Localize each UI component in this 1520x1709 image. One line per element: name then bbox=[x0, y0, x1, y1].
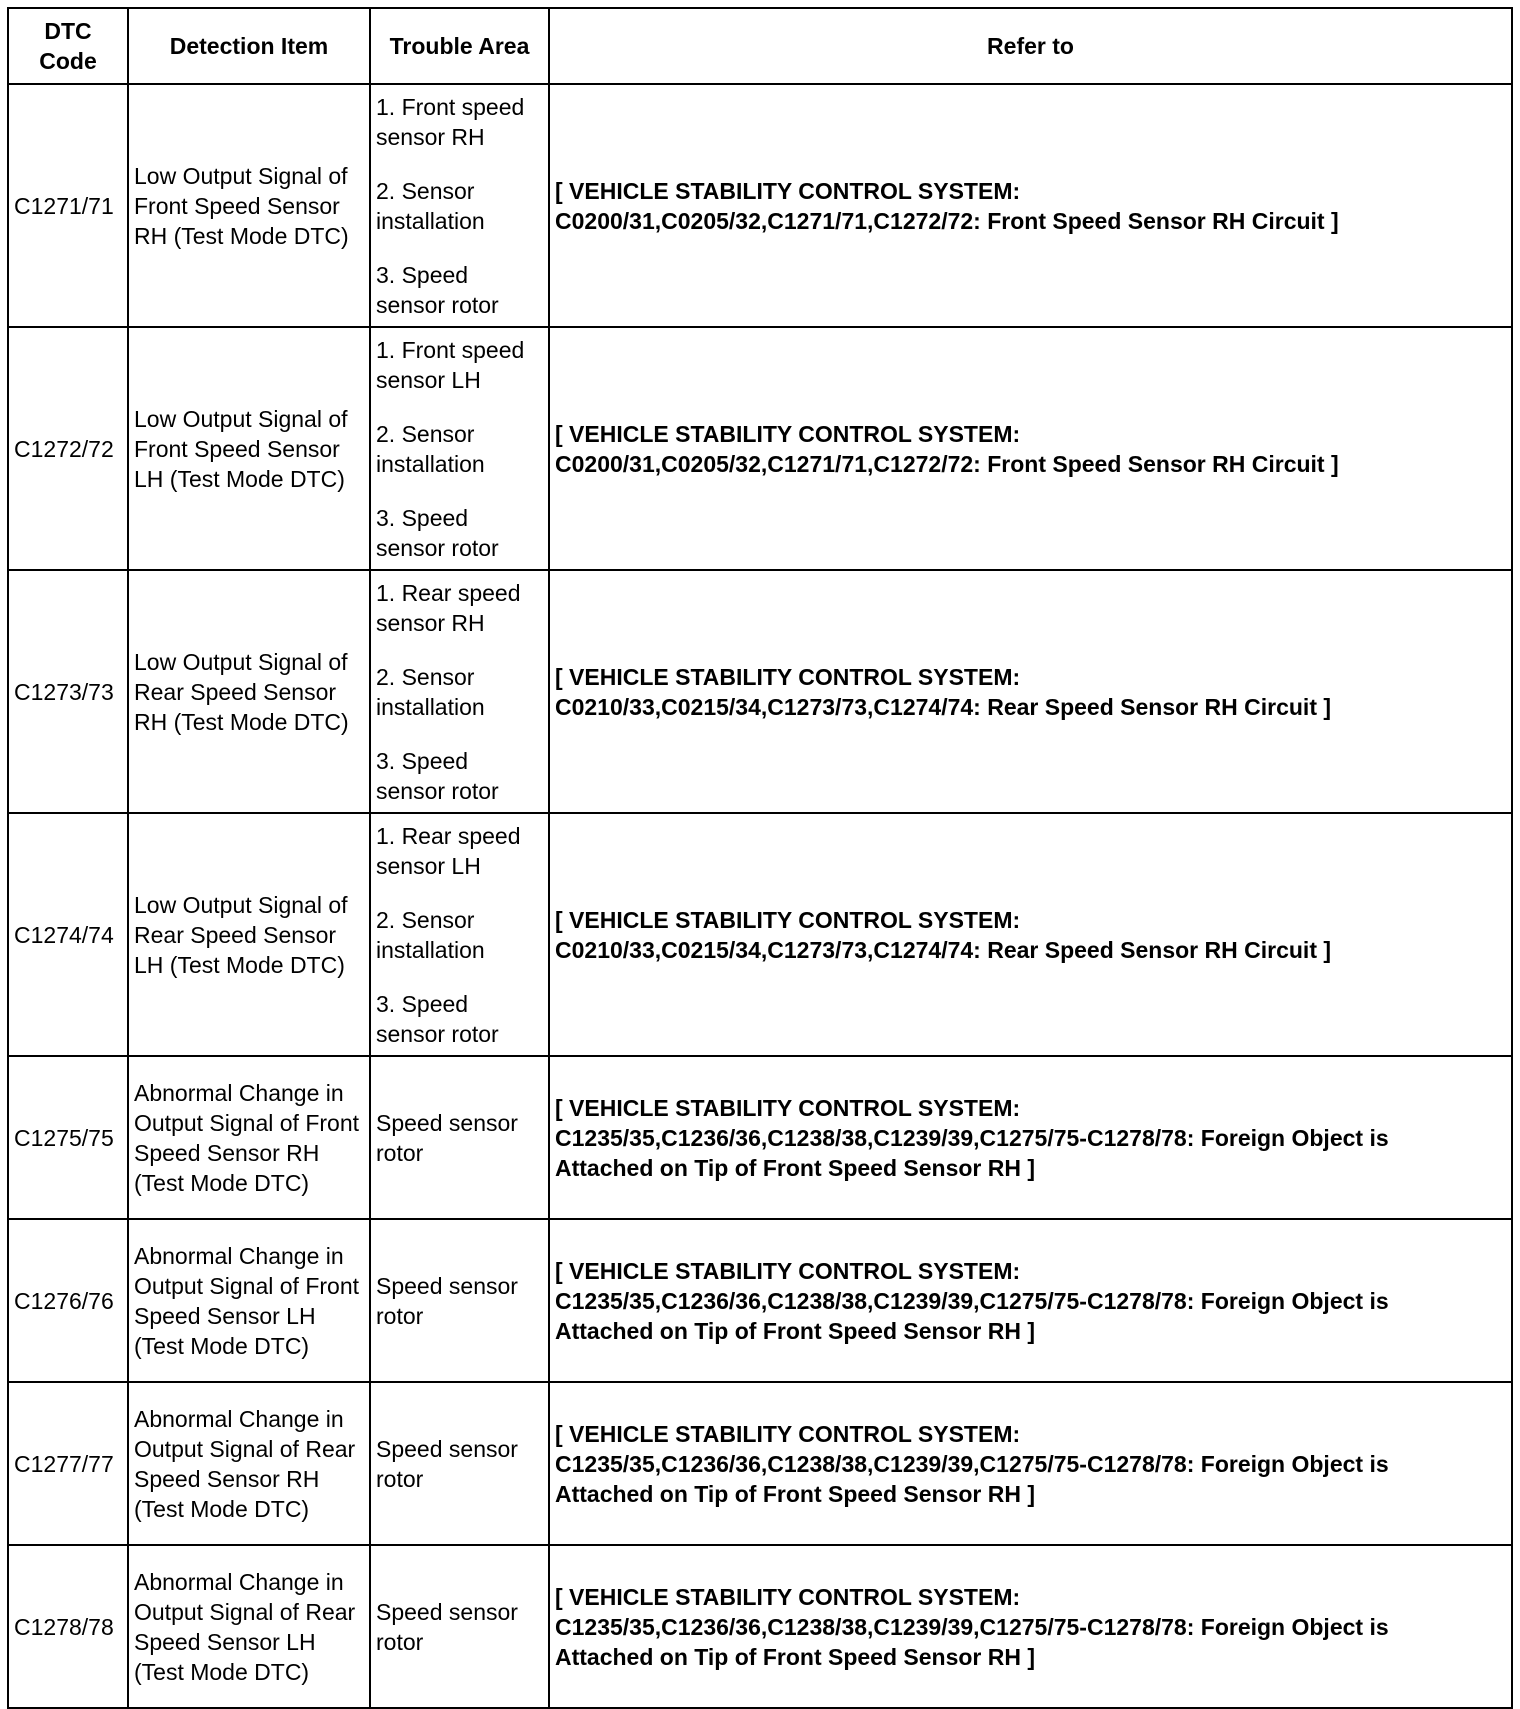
refer-link-line[interactable]: C0200/31,C0205/32,C1271/71,C1272/72: Front Speed Sensor RH Circuit ] bbox=[555, 450, 1339, 477]
table-header-row bbox=[8, 8, 1512, 84]
header-dtc-code: DTC Code bbox=[8, 8, 128, 84]
detection-item-cell: Low Output Signal of Rear Speed Sensor RH (Test Mode DTC) bbox=[128, 570, 370, 813]
trouble-area-item: 2. Sensor installation bbox=[376, 906, 485, 963]
refer-link-line[interactable]: [ VEHICLE STABILITY CONTROL SYSTEM: bbox=[555, 1094, 1021, 1121]
refer-link-line[interactable]: C0210/33,C0215/34,C1273/73,C1274/74: Rear Speed Sensor RH Circuit ] bbox=[555, 693, 1332, 720]
refer-to-cell bbox=[549, 1382, 1512, 1545]
table-row bbox=[8, 1382, 1512, 1545]
trouble-area-item: Speed sensor rotor bbox=[376, 1598, 518, 1655]
refer-link-line[interactable]: [ VEHICLE STABILITY CONTROL SYSTEM: bbox=[555, 1420, 1021, 1447]
dtc-code-cell: C1271/71 bbox=[8, 84, 128, 327]
table-row bbox=[8, 1545, 1512, 1708]
refer-to-cell bbox=[549, 1545, 1512, 1708]
refer-link-line[interactable]: Attached on Tip of Front Speed Sensor RH ] bbox=[555, 1154, 1036, 1181]
table-row bbox=[8, 1056, 1512, 1219]
refer-link-line[interactable]: Attached on Tip of Front Speed Sensor RH ] bbox=[555, 1317, 1036, 1344]
trouble-area-item: 2. Sensor installation bbox=[376, 663, 485, 720]
refer-link-line[interactable]: C1235/35,C1236/36,C1238/38,C1239/39,C1275/75-C1278/78: Foreign Object is bbox=[555, 1450, 1389, 1477]
refer-link-line[interactable]: [ VEHICLE STABILITY CONTROL SYSTEM: bbox=[555, 906, 1021, 933]
dtc-code-cell: C1273/73 bbox=[8, 570, 128, 813]
trouble-area-cell bbox=[370, 1219, 549, 1382]
trouble-area-cell bbox=[370, 327, 549, 570]
refer-link-line[interactable]: C1235/35,C1236/36,C1238/38,C1239/39,C1275/75-C1278/78: Foreign Object is bbox=[555, 1613, 1389, 1640]
detection-item-cell: Low Output Signal of Front Speed Sensor RH (Test Mode DTC) bbox=[128, 84, 370, 327]
trouble-area-item: Speed sensor rotor bbox=[376, 1109, 518, 1166]
refer-to-cell bbox=[549, 84, 1512, 327]
trouble-area-item: 3. Speed sensor rotor bbox=[376, 747, 499, 804]
trouble-area-cell bbox=[370, 570, 549, 813]
dtc-code-cell: C1278/78 bbox=[8, 1545, 128, 1708]
header-trouble-area: Trouble Area bbox=[370, 8, 549, 84]
trouble-area-cell bbox=[370, 1545, 549, 1708]
header-detection-item: Detection Item bbox=[128, 8, 370, 84]
trouble-area-item: 1. Rear speed sensor RH bbox=[376, 579, 521, 636]
refer-link-line[interactable]: C0210/33,C0215/34,C1273/73,C1274/74: Rear Speed Sensor RH Circuit ] bbox=[555, 936, 1332, 963]
detection-item-cell: Low Output Signal of Front Speed Sensor LH (Test Mode DTC) bbox=[128, 327, 370, 570]
detection-item-cell: Abnormal Change in Output Signal of Front Speed Sensor LH (Test Mode DTC) bbox=[128, 1219, 370, 1382]
refer-to-cell bbox=[549, 1219, 1512, 1382]
trouble-area-item: 3. Speed sensor rotor bbox=[376, 261, 499, 318]
dtc-code-cell: C1276/76 bbox=[8, 1219, 128, 1382]
trouble-area-cell bbox=[370, 84, 549, 327]
header-refer-to: Refer to bbox=[549, 8, 1512, 84]
trouble-area-item: 2. Sensor installation bbox=[376, 420, 485, 477]
detection-item-cell: Abnormal Change in Output Signal of Rear Speed Sensor LH (Test Mode DTC) bbox=[128, 1545, 370, 1708]
trouble-area-item: Speed sensor rotor bbox=[376, 1435, 518, 1492]
trouble-area-item: 3. Speed sensor rotor bbox=[376, 504, 499, 561]
dtc-table bbox=[7, 7, 1513, 1709]
trouble-area-item: 1. Front speed sensor LH bbox=[376, 336, 525, 393]
refer-to-cell bbox=[549, 813, 1512, 1056]
refer-link-line[interactable]: Attached on Tip of Front Speed Sensor RH ] bbox=[555, 1480, 1036, 1507]
refer-to-cell bbox=[549, 327, 1512, 570]
refer-link-line[interactable]: C1235/35,C1236/36,C1238/38,C1239/39,C1275/75-C1278/78: Foreign Object is bbox=[555, 1287, 1389, 1314]
dtc-code-cell: C1275/75 bbox=[8, 1056, 128, 1219]
table-row bbox=[8, 570, 1512, 813]
detection-item-cell: Abnormal Change in Output Signal of Rear Speed Sensor RH (Test Mode DTC) bbox=[128, 1382, 370, 1545]
table-row bbox=[8, 813, 1512, 1056]
dtc-code-cell: C1274/74 bbox=[8, 813, 128, 1056]
refer-to-cell bbox=[549, 1056, 1512, 1219]
trouble-area-item: 1. Front speed sensor RH bbox=[376, 93, 525, 150]
table-row bbox=[8, 327, 1512, 570]
detection-item-cell: Low Output Signal of Rear Speed Sensor LH (Test Mode DTC) bbox=[128, 813, 370, 1056]
trouble-area-item: 2. Sensor installation bbox=[376, 177, 485, 234]
trouble-area-item: Speed sensor rotor bbox=[376, 1272, 518, 1329]
refer-link-line[interactable]: [ VEHICLE STABILITY CONTROL SYSTEM: bbox=[555, 1583, 1021, 1610]
refer-link-line[interactable]: [ VEHICLE STABILITY CONTROL SYSTEM: bbox=[555, 1257, 1021, 1284]
table-row bbox=[8, 1219, 1512, 1382]
refer-link-line[interactable]: C1235/35,C1236/36,C1238/38,C1239/39,C1275/75-C1278/78: Foreign Object is bbox=[555, 1124, 1389, 1151]
refer-to-cell bbox=[549, 570, 1512, 813]
refer-link-line[interactable]: [ VEHICLE STABILITY CONTROL SYSTEM: bbox=[555, 177, 1021, 204]
trouble-area-cell bbox=[370, 1382, 549, 1545]
trouble-area-item: 1. Rear speed sensor LH bbox=[376, 822, 521, 879]
refer-link-line[interactable]: [ VEHICLE STABILITY CONTROL SYSTEM: bbox=[555, 420, 1021, 447]
dtc-code-cell: C1277/77 bbox=[8, 1382, 128, 1545]
table-row bbox=[8, 84, 1512, 327]
refer-link-line[interactable]: Attached on Tip of Front Speed Sensor RH ] bbox=[555, 1643, 1036, 1670]
trouble-area-cell bbox=[370, 813, 549, 1056]
refer-link-line[interactable]: [ VEHICLE STABILITY CONTROL SYSTEM: bbox=[555, 663, 1021, 690]
trouble-area-cell bbox=[370, 1056, 549, 1219]
detection-item-cell: Abnormal Change in Output Signal of Front Speed Sensor RH (Test Mode DTC) bbox=[128, 1056, 370, 1219]
trouble-area-item: 3. Speed sensor rotor bbox=[376, 990, 499, 1047]
dtc-code-cell: C1272/72 bbox=[8, 327, 128, 570]
refer-link-line[interactable]: C0200/31,C0205/32,C1271/71,C1272/72: Front Speed Sensor RH Circuit ] bbox=[555, 207, 1339, 234]
